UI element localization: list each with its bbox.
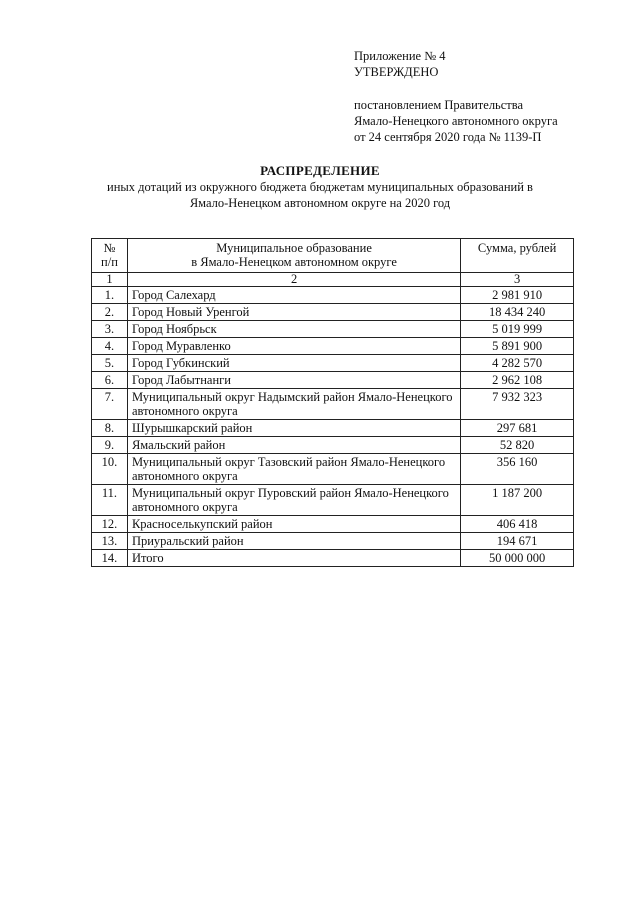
- row-amount: 1 187 200: [461, 485, 574, 516]
- table-row: [92, 321, 574, 338]
- row-municipality: Город Губкинский: [127, 355, 460, 372]
- row-municipality: Муниципальный округ Тазовский район Ямало-Ненецкого автономного округа: [127, 454, 460, 485]
- resolution-line: постановлением Правительства: [354, 98, 524, 112]
- index-cell: 3: [461, 273, 574, 287]
- row-number: 1.: [92, 287, 128, 304]
- row-municipality: Город Лабытнанги: [127, 372, 460, 389]
- row-number: 11.: [92, 485, 128, 516]
- title-subtitle-line: иных дотаций из окружного бюджета бюджетам муниципальных образований в: [107, 180, 533, 194]
- row-number: 6.: [92, 372, 128, 389]
- table-row: [92, 389, 574, 420]
- header-municipality-line: в Ямало-Ненецком автономном округе: [191, 255, 397, 269]
- row-municipality: Шурышкарский район: [127, 420, 460, 437]
- row-number: 4.: [92, 338, 128, 355]
- row-amount: 5 891 900: [461, 338, 574, 355]
- row-amount: 194 671: [461, 533, 574, 550]
- row-municipality: Город Муравленко: [127, 338, 460, 355]
- index-cell: 1: [92, 273, 128, 287]
- table-row: [92, 550, 574, 567]
- row-municipality: Приуральский район: [127, 533, 460, 550]
- row-amount: 2 962 108: [461, 372, 574, 389]
- resolution-line: Ямало-Ненецкого автономного округа: [354, 114, 558, 128]
- row-municipality: Муниципальный округ Пуровский район Ямало-Ненецкого автономного округа: [127, 485, 460, 516]
- table-row: [92, 516, 574, 533]
- approval-stamp: [354, 48, 558, 145]
- row-amount: 5 019 999: [461, 321, 574, 338]
- table-row: [92, 533, 574, 550]
- table-row: [92, 437, 574, 454]
- table-row: [92, 420, 574, 437]
- row-municipality: Красноселькупский район: [127, 516, 460, 533]
- table-row: [92, 338, 574, 355]
- row-number: 14.: [92, 550, 128, 567]
- row-amount: 7 932 323: [461, 389, 574, 420]
- row-number: 7.: [92, 389, 128, 420]
- row-number: 2.: [92, 304, 128, 321]
- table-row: [92, 304, 574, 321]
- table-row: [92, 485, 574, 516]
- row-number: 10.: [92, 454, 128, 485]
- header-num-line: №: [103, 241, 116, 255]
- row-amount: 4 282 570: [461, 355, 574, 372]
- resolution-line: от 24 сентября 2020 года № 1139-П: [354, 130, 542, 144]
- header-num: [92, 239, 128, 273]
- document-title: [0, 163, 640, 211]
- table-row: [92, 372, 574, 389]
- header-num-line: п/п: [101, 255, 118, 269]
- title-subtitle-line: Ямало-Ненецком автономном округе на 2020 год: [189, 196, 451, 210]
- row-amount: 50 000 000: [461, 550, 574, 567]
- row-amount: 52 820: [461, 437, 574, 454]
- row-number: 13.: [92, 533, 128, 550]
- table-index-row: [92, 273, 574, 287]
- row-number: 3.: [92, 321, 128, 338]
- index-cell: 2: [127, 273, 460, 287]
- row-municipality: Ямальский район: [127, 437, 460, 454]
- row-amount: 2 981 910: [461, 287, 574, 304]
- row-municipality: Город Салехард: [127, 287, 460, 304]
- row-number: 8.: [92, 420, 128, 437]
- row-municipality: Итого: [127, 550, 460, 567]
- header-sum: Сумма, рублей: [461, 239, 574, 273]
- row-municipality: Город Новый Уренгой: [127, 304, 460, 321]
- row-municipality: Город Ноябрьск: [127, 321, 460, 338]
- appendix-label: Приложение № 4: [354, 49, 446, 63]
- approved-label: УТВЕРЖДЕНО: [354, 65, 439, 79]
- header-municipality: [127, 239, 460, 273]
- row-number: 5.: [92, 355, 128, 372]
- table-row: [92, 454, 574, 485]
- row-number: 9.: [92, 437, 128, 454]
- distribution-table: [91, 238, 574, 567]
- row-amount: 297 681: [461, 420, 574, 437]
- row-amount: 18 434 240: [461, 304, 574, 321]
- row-number: 12.: [92, 516, 128, 533]
- table-row: [92, 355, 574, 372]
- table-header-row: [92, 239, 574, 273]
- row-amount: 406 418: [461, 516, 574, 533]
- title-heading: РАСПРЕДЕЛЕНИЕ: [260, 163, 380, 178]
- row-amount: 356 160: [461, 454, 574, 485]
- header-municipality-line: Муниципальное образование: [216, 241, 372, 255]
- row-municipality: Муниципальный округ Надымский район Ямало-Ненецкого автономного округа: [127, 389, 460, 420]
- table-row: [92, 287, 574, 304]
